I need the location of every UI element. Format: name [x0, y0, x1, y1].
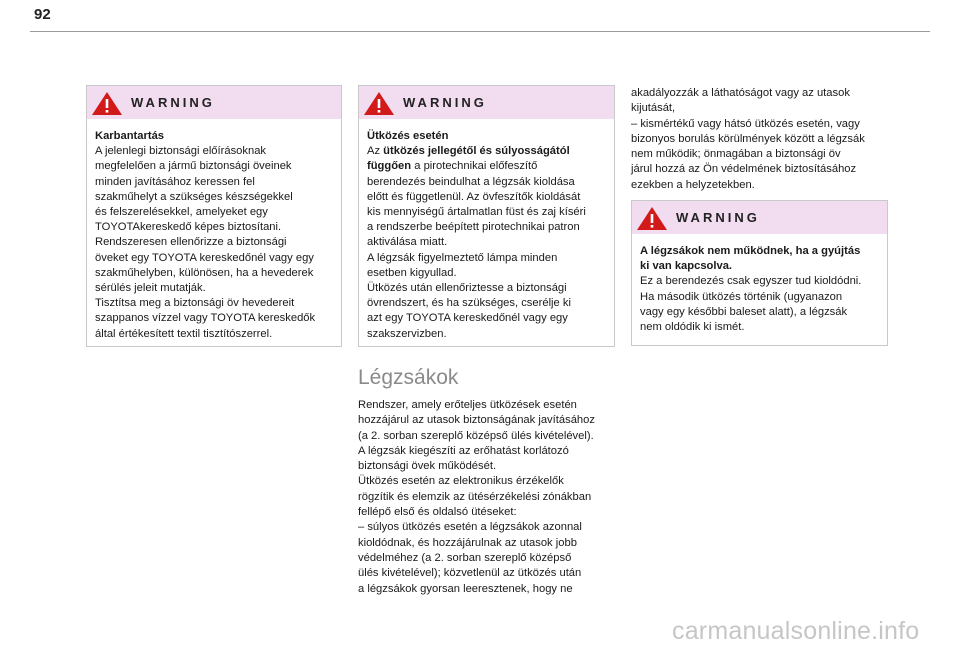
text-fragment: a pirotechnikai előfeszítő [411, 160, 538, 173]
warning-heading: ki van kapcsolva. [640, 260, 733, 273]
warning-heading: A légzsákok nem működnek, ha a gyújtás [640, 245, 861, 257]
text-line: TOYOTAkereskedő képes biztosítani. [95, 221, 282, 234]
watermark: carmanualsonline.info [672, 617, 920, 645]
warning-title: WARNING [676, 210, 760, 225]
text-line: szappanos vízzel vagy TOYOTA kereskedők [95, 312, 316, 325]
text-line: akadályozzák a láthatóságot vagy az utasok [631, 87, 850, 99]
text-line: esetben kigyullad. [367, 266, 457, 279]
text-line: ezekben a helyzetekben. [631, 178, 755, 191]
text-line: és felszerelésekkel, amelyeket egy [95, 206, 268, 219]
text-line: – kismértékű vagy hátsó ütközés esetén, vagy [631, 117, 860, 130]
text-line: bizonyos borulás körülmények között a légzsák [631, 132, 865, 145]
warning-header [87, 86, 341, 119]
text-line: Ütközés után ellenőriztesse a biztonsági [367, 282, 567, 295]
warning-triangle-icon [634, 204, 670, 232]
warning-header [359, 86, 614, 119]
text-line: Ha második ütközés történik (ugyanazon [640, 290, 843, 303]
warning-body [359, 119, 614, 350]
text-line: szakműhelyben, különösen, ha a hevederek [95, 266, 314, 279]
text-fragment: Az [367, 145, 384, 158]
text-line: nem oldódik ki ismét. [640, 321, 745, 334]
page-number: 92 [34, 6, 51, 23]
text-line: előtt és függetlenül. Az övfeszítők kioldását [367, 190, 581, 203]
text-line: Ez a berendezés csak egyszer tud kioldódni. [640, 275, 862, 288]
text-line: hozzájárul az utasok biztonságának javításához [358, 414, 595, 427]
warning-triangle-icon [89, 89, 125, 117]
text-line: szakszervizben. [367, 327, 447, 340]
text-line: A légzsák figyelmeztető lámpa minden [367, 251, 558, 264]
text-line: Ütközés esetén az elektronikus érzékelők [358, 475, 564, 488]
text-line: rögzítik és elemzik az ütésérzékelési zónákban [358, 490, 592, 503]
text-line: kis mennyiségű ártalmatlan füst és zaj kíséri [367, 206, 586, 219]
section-title: Légzsákok [358, 366, 459, 389]
warning-heading: Karbantartás [95, 130, 165, 142]
warning-title: WARNING [131, 95, 215, 110]
warning-box-collision [358, 85, 615, 347]
text-line: Rendszer, amely erőteljes ütközések esetén [358, 399, 577, 411]
emphasis-text: függően [367, 160, 412, 173]
text-line: járul hozzá az Ön védelmének biztosításához [631, 163, 857, 176]
text-line: A légzsák kiegészíti az erőhatást korlátozó [358, 444, 569, 457]
text-line: A jelenlegi biztonsági előírásoknak [95, 145, 267, 158]
text-line [367, 159, 606, 174]
text-line: Rendszeresen ellenőrizze a biztonsági [95, 236, 287, 249]
text-line: a légzsákok gyorsan leeresztenek, hogy ne [358, 582, 573, 595]
warning-body [87, 119, 341, 350]
text-line: ülés kivételével); közvetlenül az ütközés után [358, 567, 582, 580]
warning-header [632, 201, 887, 234]
text-line: sérülés jeleit mutatják. [95, 282, 206, 295]
text-line [367, 144, 606, 159]
warning-heading: Ütközés esetén [367, 130, 449, 142]
text-line: megfelelően a jármű biztonsági öveinek [95, 160, 292, 173]
section-body [358, 398, 618, 597]
text-line: aktiválása miatt. [367, 236, 448, 249]
text-line: övrendszert, és ha szükséges, cserélje ki [367, 297, 571, 310]
text-line: biztonsági övek működését. [358, 460, 497, 473]
emphasis-text: ütközés jellegétől és súlyosságától [383, 145, 570, 158]
warning-box-ignition [631, 200, 888, 346]
text-line: a rendszerbe beépített pirotechnikai patron [367, 221, 580, 234]
text-line: azt egy TOYOTA kereskedőnél vagy egy [367, 312, 568, 325]
text-line: szakműhelyt a szükséges készségekkel [95, 190, 293, 203]
right-column-text [631, 86, 891, 193]
text-line: által értékesített textil tisztítószerrel. [95, 327, 273, 340]
warning-box-maintenance [86, 85, 342, 347]
text-line: Tisztítsa meg a biztonsági öv hevedereit [95, 297, 295, 310]
text-line: kijutását, [631, 102, 676, 115]
text-line: védelméhez (a 2. sorban szereplő középső [358, 551, 572, 564]
warning-triangle-icon [361, 89, 397, 117]
text-line: vagy egy későbbi baleset alatt), a légzsák [640, 305, 848, 318]
text-line: kioldódnak, és hozzájárulnak az utasok jobb [358, 536, 577, 549]
text-line: öveket egy TOYOTA kereskedőnél vagy egy [95, 251, 314, 264]
text-line: minden javításához keressen fel [95, 175, 255, 188]
warning-body [632, 234, 887, 343]
warning-title: WARNING [403, 95, 487, 110]
top-divider [30, 31, 930, 32]
text-line: (a 2. sorban szereplő középső ülés kivételével). [358, 429, 594, 442]
text-line: – súlyos ütközés esetén a légzsákok azonnal [358, 521, 582, 534]
text-line: berendezés beindulhat a légzsák kioldása [367, 175, 575, 188]
text-line: nem működik; önmagában a biztonsági öv [631, 148, 841, 161]
text-line: fellépő első és oldalsó ütéseket: [358, 506, 517, 519]
